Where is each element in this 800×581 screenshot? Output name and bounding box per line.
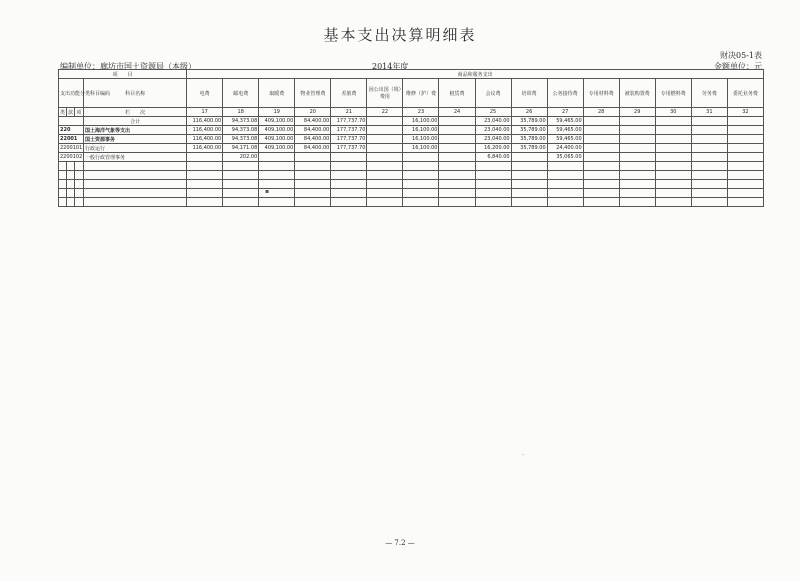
column-number: 25 xyxy=(475,108,511,117)
empty-cell xyxy=(59,162,67,171)
empty-cell xyxy=(511,171,547,180)
empty-cell xyxy=(367,171,403,180)
empty-cell xyxy=(691,198,727,207)
row-code: 2200102 xyxy=(60,154,83,160)
empty-cell xyxy=(727,189,763,198)
value-cell xyxy=(691,153,727,162)
empty-cell xyxy=(259,162,295,171)
empty-cell xyxy=(511,189,547,198)
value-cell xyxy=(691,144,727,153)
column-number: 28 xyxy=(583,108,619,117)
empty-cell xyxy=(331,171,367,180)
empty-row xyxy=(59,171,764,180)
column-header: 培训费 xyxy=(511,79,547,108)
value-cell: 409,100.00 xyxy=(259,144,295,153)
column-number: 32 xyxy=(727,108,763,117)
column-number: 18 xyxy=(223,108,259,117)
column-number: 19 xyxy=(259,108,295,117)
empty-cell xyxy=(727,198,763,207)
value-cell xyxy=(367,126,403,135)
value-cell xyxy=(439,117,475,126)
value-cell: 23,040.00 xyxy=(475,117,511,126)
empty-cell xyxy=(259,171,295,180)
empty-cell xyxy=(187,162,223,171)
empty-cell xyxy=(691,171,727,180)
row-name: 国土海洋气象等支出 xyxy=(84,126,187,135)
column-number: 31 xyxy=(691,108,727,117)
column-number: 29 xyxy=(619,108,655,117)
value-cell: 35,789.00 xyxy=(511,126,547,135)
currency-unit: 金额单位：元 xyxy=(714,62,762,71)
value-cell: 84,400.00 xyxy=(295,117,331,126)
value-cell xyxy=(727,135,763,144)
value-cell xyxy=(583,144,619,153)
value-cell: 59,465.00 xyxy=(547,117,583,126)
empty-cell xyxy=(367,189,403,198)
header-row xyxy=(59,108,764,117)
value-cell xyxy=(439,126,475,135)
column-header: 因公出国（境）费用 xyxy=(367,79,403,108)
row-code: 2200101 xyxy=(60,145,83,151)
value-cell xyxy=(691,135,727,144)
empty-cell xyxy=(475,180,511,189)
empty-cell xyxy=(619,171,655,180)
fiscal-year: 2014年度 xyxy=(372,62,409,71)
value-cell: 23,040.00 xyxy=(475,135,511,144)
header-subject-name: 科目名称 xyxy=(84,79,187,108)
empty-cell xyxy=(403,198,439,207)
row-code xyxy=(59,117,84,126)
empty-cell xyxy=(187,180,223,189)
empty-cell xyxy=(84,189,187,198)
value-cell xyxy=(259,153,295,162)
header-row xyxy=(59,79,764,108)
value-cell xyxy=(439,144,475,153)
column-header: 委托业务费 xyxy=(727,79,763,108)
column-header: 被装购置费 xyxy=(619,79,655,108)
empty-cell xyxy=(331,180,367,189)
empty-cell xyxy=(67,189,75,198)
empty-row xyxy=(59,198,764,207)
value-cell xyxy=(655,117,691,126)
empty-cell xyxy=(295,171,331,180)
reporting-unit: 编制单位：廊坊市国土资源局（本级） xyxy=(60,62,196,71)
value-cell: 94,373.08 xyxy=(223,135,259,144)
row-name: 合计 xyxy=(84,117,187,126)
column-header: 公务接待费 xyxy=(547,79,583,108)
value-cell: 177,737.70 xyxy=(331,144,367,153)
value-cell xyxy=(583,117,619,126)
empty-cell xyxy=(331,198,367,207)
value-cell xyxy=(691,126,727,135)
empty-cell xyxy=(439,162,475,171)
value-cell xyxy=(727,144,763,153)
value-cell: 35,065.00 xyxy=(547,153,583,162)
value-cell: 16,100.00 xyxy=(403,126,439,135)
empty-cell xyxy=(547,198,583,207)
empty-cell xyxy=(475,171,511,180)
value-cell: 23,040.00 xyxy=(475,126,511,135)
empty-cell xyxy=(655,171,691,180)
empty-cell xyxy=(59,189,67,198)
empty-cell xyxy=(295,162,331,171)
empty-cell xyxy=(59,171,67,180)
empty-cell xyxy=(223,198,259,207)
header-category: 商品和服务支出 xyxy=(187,70,764,79)
value-cell: 177,737.70 xyxy=(331,117,367,126)
empty-cell xyxy=(59,198,67,207)
empty-cell xyxy=(511,198,547,207)
empty-cell xyxy=(295,189,331,198)
form-code: 财决05-1表 xyxy=(720,51,762,60)
value-cell: 16,100.00 xyxy=(403,135,439,144)
empty-cell xyxy=(75,171,84,180)
empty-cell xyxy=(691,162,727,171)
value-cell xyxy=(727,117,763,126)
empty-cell xyxy=(367,198,403,207)
empty-cell xyxy=(367,162,403,171)
code-level-label: 类 xyxy=(60,109,66,116)
empty-cell xyxy=(439,180,475,189)
value-cell xyxy=(367,153,403,162)
empty-cell xyxy=(619,189,655,198)
empty-cell xyxy=(403,162,439,171)
empty-cell xyxy=(403,189,439,198)
page-title: 基本支出决算明细表 xyxy=(323,26,477,44)
value-cell xyxy=(655,135,691,144)
value-cell: 202.00 xyxy=(223,153,259,162)
empty-cell xyxy=(75,162,84,171)
empty-cell xyxy=(84,162,187,171)
value-cell xyxy=(619,135,655,144)
empty-cell xyxy=(223,180,259,189)
value-cell xyxy=(655,153,691,162)
empty-cell xyxy=(547,189,583,198)
row-name: 行政运行 xyxy=(84,144,187,153)
code-level-label: 项 xyxy=(76,109,82,116)
empty-cell xyxy=(295,180,331,189)
empty-cell xyxy=(727,171,763,180)
value-cell: 94,373.08 xyxy=(223,117,259,126)
empty-cell xyxy=(75,198,84,207)
value-cell xyxy=(619,117,655,126)
empty-cell xyxy=(619,180,655,189)
page-number: — 7.2 — xyxy=(385,539,415,547)
row-code: 220 xyxy=(59,126,84,135)
column-number: 21 xyxy=(331,108,367,117)
value-cell xyxy=(439,153,475,162)
empty-cell xyxy=(67,180,75,189)
value-cell: 84,400.00 xyxy=(295,126,331,135)
value-cell xyxy=(367,117,403,126)
value-cell xyxy=(295,153,331,162)
empty-cell xyxy=(84,180,187,189)
empty-cell xyxy=(75,189,84,198)
table-row xyxy=(59,153,764,162)
scan-mark: · xyxy=(522,452,524,459)
empty-cell xyxy=(75,180,84,189)
empty-cell xyxy=(655,198,691,207)
empty-cell xyxy=(439,189,475,198)
empty-cell xyxy=(439,198,475,207)
value-cell: 16,100.00 xyxy=(403,117,439,126)
value-cell xyxy=(331,153,367,162)
value-cell xyxy=(727,153,763,162)
empty-cell xyxy=(187,198,223,207)
header-code-group: 支出功能分类科目编码 xyxy=(59,79,84,108)
value-cell: 6,840.00 xyxy=(475,153,511,162)
empty-cell xyxy=(619,162,655,171)
value-cell: 35,789.00 xyxy=(511,135,547,144)
table-row xyxy=(59,135,764,144)
value-cell xyxy=(619,126,655,135)
empty-cell xyxy=(691,189,727,198)
value-cell xyxy=(403,153,439,162)
code-level-label: 款 xyxy=(68,109,74,116)
value-cell xyxy=(583,135,619,144)
value-cell xyxy=(655,144,691,153)
value-cell xyxy=(439,135,475,144)
empty-cell xyxy=(655,189,691,198)
empty-cell xyxy=(331,189,367,198)
empty-cell xyxy=(511,162,547,171)
empty-cell xyxy=(187,171,223,180)
empty-cell xyxy=(727,162,763,171)
value-cell xyxy=(187,153,223,162)
empty-cell xyxy=(583,189,619,198)
empty-cell xyxy=(67,162,75,171)
value-cell: 116,400.00 xyxy=(187,117,223,126)
empty-cell xyxy=(84,171,187,180)
table-row xyxy=(59,117,764,126)
empty-cell xyxy=(583,171,619,180)
empty-cell xyxy=(439,171,475,180)
empty-cell xyxy=(223,189,259,198)
value-cell: 409,100.00 xyxy=(259,126,295,135)
column-number: 30 xyxy=(655,108,691,117)
value-cell: 16,100.00 xyxy=(403,144,439,153)
empty-cell xyxy=(475,198,511,207)
value-cell: 16,200.00 xyxy=(475,144,511,153)
empty-cell xyxy=(547,171,583,180)
expenditure-table xyxy=(58,69,764,207)
column-number: 26 xyxy=(511,108,547,117)
column-number: 20 xyxy=(295,108,331,117)
value-cell: 177,737.70 xyxy=(331,126,367,135)
value-cell: 409,100.00 xyxy=(259,135,295,144)
empty-cell xyxy=(727,180,763,189)
header-project: 项 目 xyxy=(59,70,187,79)
column-header: 维修（护）费 xyxy=(403,79,439,108)
empty-cell xyxy=(67,198,75,207)
empty-cell xyxy=(475,162,511,171)
value-cell: 35,789.00 xyxy=(511,117,547,126)
column-number: 23 xyxy=(403,108,439,117)
empty-cell xyxy=(583,198,619,207)
value-cell: 59,465.00 xyxy=(547,135,583,144)
empty-row xyxy=(59,189,764,198)
column-header: 劳务费 xyxy=(691,79,727,108)
empty-cell xyxy=(367,180,403,189)
empty-cell xyxy=(259,198,295,207)
empty-cell xyxy=(223,171,259,180)
empty-cell xyxy=(223,162,259,171)
value-cell: 35,789.00 xyxy=(511,144,547,153)
value-cell xyxy=(367,135,403,144)
empty-cell xyxy=(511,180,547,189)
value-cell: 84,400.00 xyxy=(295,135,331,144)
column-number: 24 xyxy=(439,108,475,117)
empty-cell xyxy=(475,189,511,198)
empty-cell xyxy=(295,198,331,207)
empty-cell xyxy=(331,162,367,171)
column-header: 邮电费 xyxy=(223,79,259,108)
empty-cell xyxy=(59,180,67,189)
value-cell: 94,171.08 xyxy=(223,144,259,153)
row-name: 一般行政管理事务 xyxy=(84,153,187,162)
value-cell: 116,400.00 xyxy=(187,135,223,144)
value-cell xyxy=(727,126,763,135)
column-header: 专用材料费 xyxy=(583,79,619,108)
empty-cell xyxy=(84,198,187,207)
empty-cell xyxy=(655,162,691,171)
empty-cell xyxy=(619,198,655,207)
value-cell: 24,400.00 xyxy=(547,144,583,153)
value-cell: 59,465.00 xyxy=(547,126,583,135)
empty-cell xyxy=(547,180,583,189)
column-header: 专用燃料费 xyxy=(655,79,691,108)
empty-cell xyxy=(403,171,439,180)
value-cell xyxy=(583,153,619,162)
scan-mark: ▪ xyxy=(265,188,270,195)
header-col-label: 栏 次 xyxy=(84,108,187,117)
column-number: 27 xyxy=(547,108,583,117)
empty-row xyxy=(59,180,764,189)
column-header: 租赁费 xyxy=(439,79,475,108)
table-row xyxy=(59,144,764,153)
column-header: 电费 xyxy=(187,79,223,108)
row-code: 22001 xyxy=(59,135,84,144)
empty-cell xyxy=(583,180,619,189)
value-cell: 116,400.00 xyxy=(187,144,223,153)
empty-cell xyxy=(655,180,691,189)
table-row xyxy=(59,126,764,135)
empty-cell xyxy=(67,171,75,180)
column-header: 物业管理费 xyxy=(295,79,331,108)
column-header: 会议费 xyxy=(475,79,511,108)
value-cell xyxy=(511,153,547,162)
empty-row xyxy=(59,162,764,171)
empty-cell xyxy=(547,162,583,171)
value-cell xyxy=(367,144,403,153)
row-name: 国土资源事务 xyxy=(84,135,187,144)
value-cell: 177,737.70 xyxy=(331,135,367,144)
empty-cell xyxy=(583,162,619,171)
empty-cell xyxy=(187,189,223,198)
column-header: 取暖费 xyxy=(259,79,295,108)
empty-cell xyxy=(403,180,439,189)
value-cell xyxy=(619,153,655,162)
header-row xyxy=(59,70,764,79)
value-cell xyxy=(619,144,655,153)
value-cell xyxy=(583,126,619,135)
column-number: 17 xyxy=(187,108,223,117)
value-cell: 116,400.00 xyxy=(187,126,223,135)
value-cell: 94,373.08 xyxy=(223,126,259,135)
empty-cell xyxy=(691,180,727,189)
value-cell: 409,100.00 xyxy=(259,117,295,126)
value-cell: 84,400.00 xyxy=(295,144,331,153)
value-cell xyxy=(655,126,691,135)
value-cell xyxy=(691,117,727,126)
column-number: 22 xyxy=(367,108,403,117)
column-header: 差旅费 xyxy=(331,79,367,108)
